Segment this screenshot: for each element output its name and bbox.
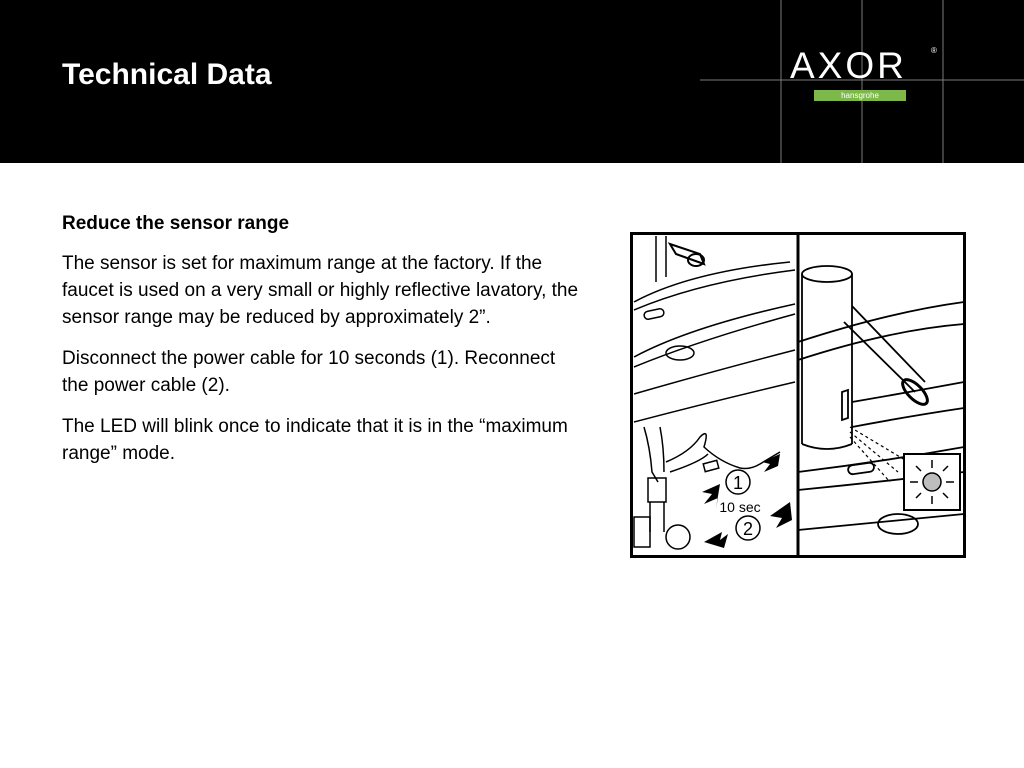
header-bar bbox=[0, 0, 1024, 163]
registered-mark: ® bbox=[931, 46, 937, 55]
led-blink-icon bbox=[904, 454, 960, 510]
duration-label: 10 sec bbox=[719, 499, 761, 515]
paragraph-1: The sensor is set for maximum range at the factory. If the faucet is used on a very small or highly reflective lavatory, the sensor range may be reduced by approximately 2”. bbox=[62, 253, 579, 328]
logo-wordmark: AXOR bbox=[790, 45, 907, 86]
logo-subbrand: hansgrohe bbox=[814, 90, 906, 101]
paragraph-2: Disconnect the power cable for 10 seconds (1). Reconnect the power cable (2). bbox=[62, 348, 556, 396]
faucet-illustration bbox=[630, 232, 966, 558]
section-heading: Reduce the sensor range bbox=[62, 213, 290, 234]
instructions bbox=[62, 212, 582, 481]
page-title: Technical Data bbox=[62, 58, 272, 91]
step-2-label: 2 bbox=[742, 519, 754, 539]
axor-logo bbox=[790, 44, 940, 104]
paragraph-3: The LED will blink once to indicate that it is in the “maximum range” mode. bbox=[62, 416, 568, 464]
step-1-label: 1 bbox=[732, 473, 744, 493]
